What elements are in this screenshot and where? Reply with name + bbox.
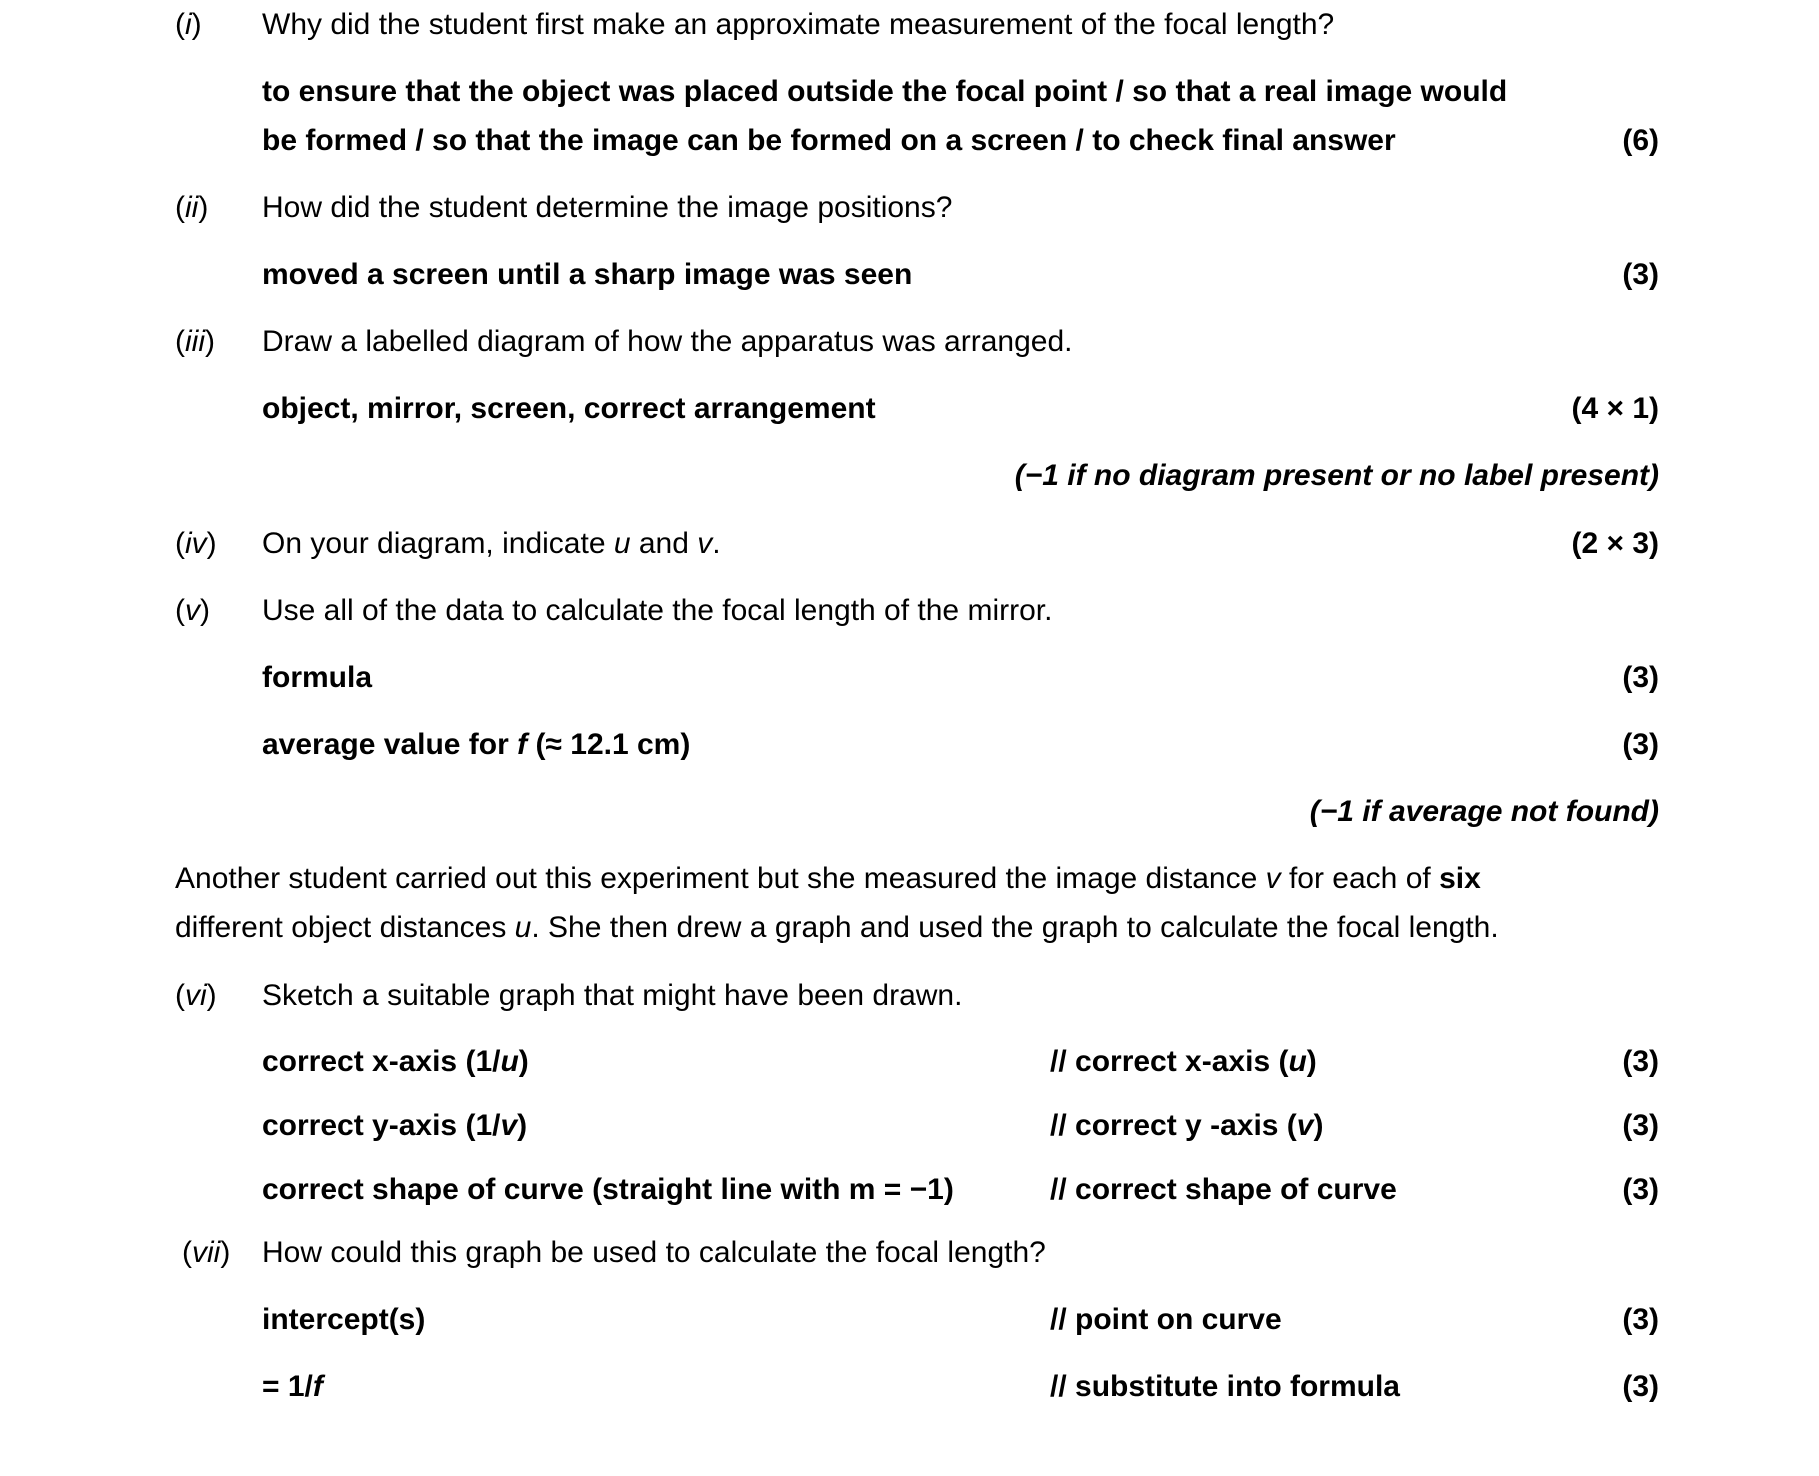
question-text: Use all of the data to calculate the focal length of the mirror.: [262, 594, 1053, 627]
question-v: [0, 589, 1819, 633]
intro-paragraph-line2: [0, 906, 1819, 950]
question-ii: [0, 186, 1819, 230]
question-text: Sketch a suitable graph that might have been drawn.: [262, 979, 963, 1012]
marks: (3): [1622, 1045, 1659, 1078]
answer-vi-row: [0, 1168, 1819, 1212]
question-number: (i): [175, 8, 202, 41]
question-text: How could this graph be used to calculate the focal length?: [262, 1236, 1046, 1269]
marks: (3): [1622, 661, 1659, 694]
answer-vi-row: [0, 1104, 1819, 1148]
question-number: (iv): [175, 527, 217, 560]
answer-iii: [0, 387, 1819, 431]
marks: (3): [1622, 1109, 1659, 1142]
question-vii: [0, 1231, 1819, 1275]
paragraph-text: Another student carried out this experiment but she measured the image distance v for each of six: [175, 862, 1481, 895]
answer-text: average value for f (≈ 12.1 cm): [262, 728, 691, 761]
answer-text: object, mirror, screen, correct arrangement: [262, 392, 876, 425]
answer-text: be formed / so that the image can be formed on a screen / to check final answer: [262, 124, 1396, 157]
answer-text: moved a screen until a sharp image was seen: [262, 258, 913, 291]
alternative-answer: // correct shape of curve: [1050, 1173, 1397, 1206]
answer-vii-row: [0, 1298, 1819, 1342]
question-number: (vii): [182, 1236, 231, 1269]
question-i: [0, 3, 1819, 47]
alternative-answer: // correct y -axis (v): [1050, 1109, 1324, 1142]
answer-vi-row: [0, 1040, 1819, 1084]
answer-text: correct y-axis (1/v): [262, 1109, 528, 1142]
penalty-note: (−1 if no diagram present or no label present): [1014, 459, 1659, 492]
question-text: On your diagram, indicate u and v.: [262, 527, 721, 560]
marks: (6): [1622, 124, 1659, 157]
answer-text: = 1/f: [262, 1370, 323, 1403]
marks: (3): [1622, 258, 1659, 291]
alternative-answer: // substitute into formula: [1050, 1370, 1400, 1403]
alternative-answer: // point on curve: [1050, 1303, 1282, 1336]
answer-text: intercept(s): [262, 1303, 426, 1336]
question-text: Why did the student first make an approximate measurement of the focal length?: [262, 8, 1335, 41]
question-text: How did the student determine the image positions?: [262, 191, 953, 224]
marks: (3): [1622, 728, 1659, 761]
answer-v-formula: [0, 656, 1819, 700]
marks: (3): [1622, 1370, 1659, 1403]
marks: (4 × 1): [1571, 392, 1659, 425]
alternative-answer: // correct x-axis (u): [1050, 1045, 1317, 1078]
answer-text: correct shape of curve (straight line with m = −1): [262, 1173, 954, 1206]
question-iv: [0, 522, 1819, 566]
marks: (2 × 3): [1571, 527, 1659, 560]
marks: (3): [1622, 1303, 1659, 1336]
question-number: (ii): [175, 191, 209, 224]
question-number: (iii): [175, 325, 215, 358]
answer-vii-row: [0, 1365, 1819, 1409]
answer-ii: [0, 253, 1819, 297]
answer-text: formula: [262, 661, 373, 694]
paragraph-text: different object distances u. She then drew a graph and used the graph to calculate the focal length.: [175, 911, 1499, 944]
marks: (3): [1622, 1173, 1659, 1206]
question-iii: [0, 320, 1819, 364]
question-text: Draw a labelled diagram of how the apparatus was arranged.: [262, 325, 1073, 358]
question-vi: [0, 974, 1819, 1018]
question-number: (vi): [175, 979, 217, 1012]
answer-text: to ensure that the object was placed outside the focal point / so that a real image would: [262, 75, 1508, 108]
answer-text: correct x-axis (1/u): [262, 1045, 529, 1078]
penalty-v: [0, 790, 1819, 834]
answer-i-line2: [0, 119, 1819, 163]
question-number: (v): [175, 594, 210, 627]
answer-v-average: [0, 723, 1819, 767]
penalty-note: (−1 if average not found): [1309, 795, 1659, 828]
intro-paragraph-line1: [0, 857, 1819, 901]
answer-i-line1: [0, 70, 1819, 114]
penalty-iii: [0, 454, 1819, 498]
